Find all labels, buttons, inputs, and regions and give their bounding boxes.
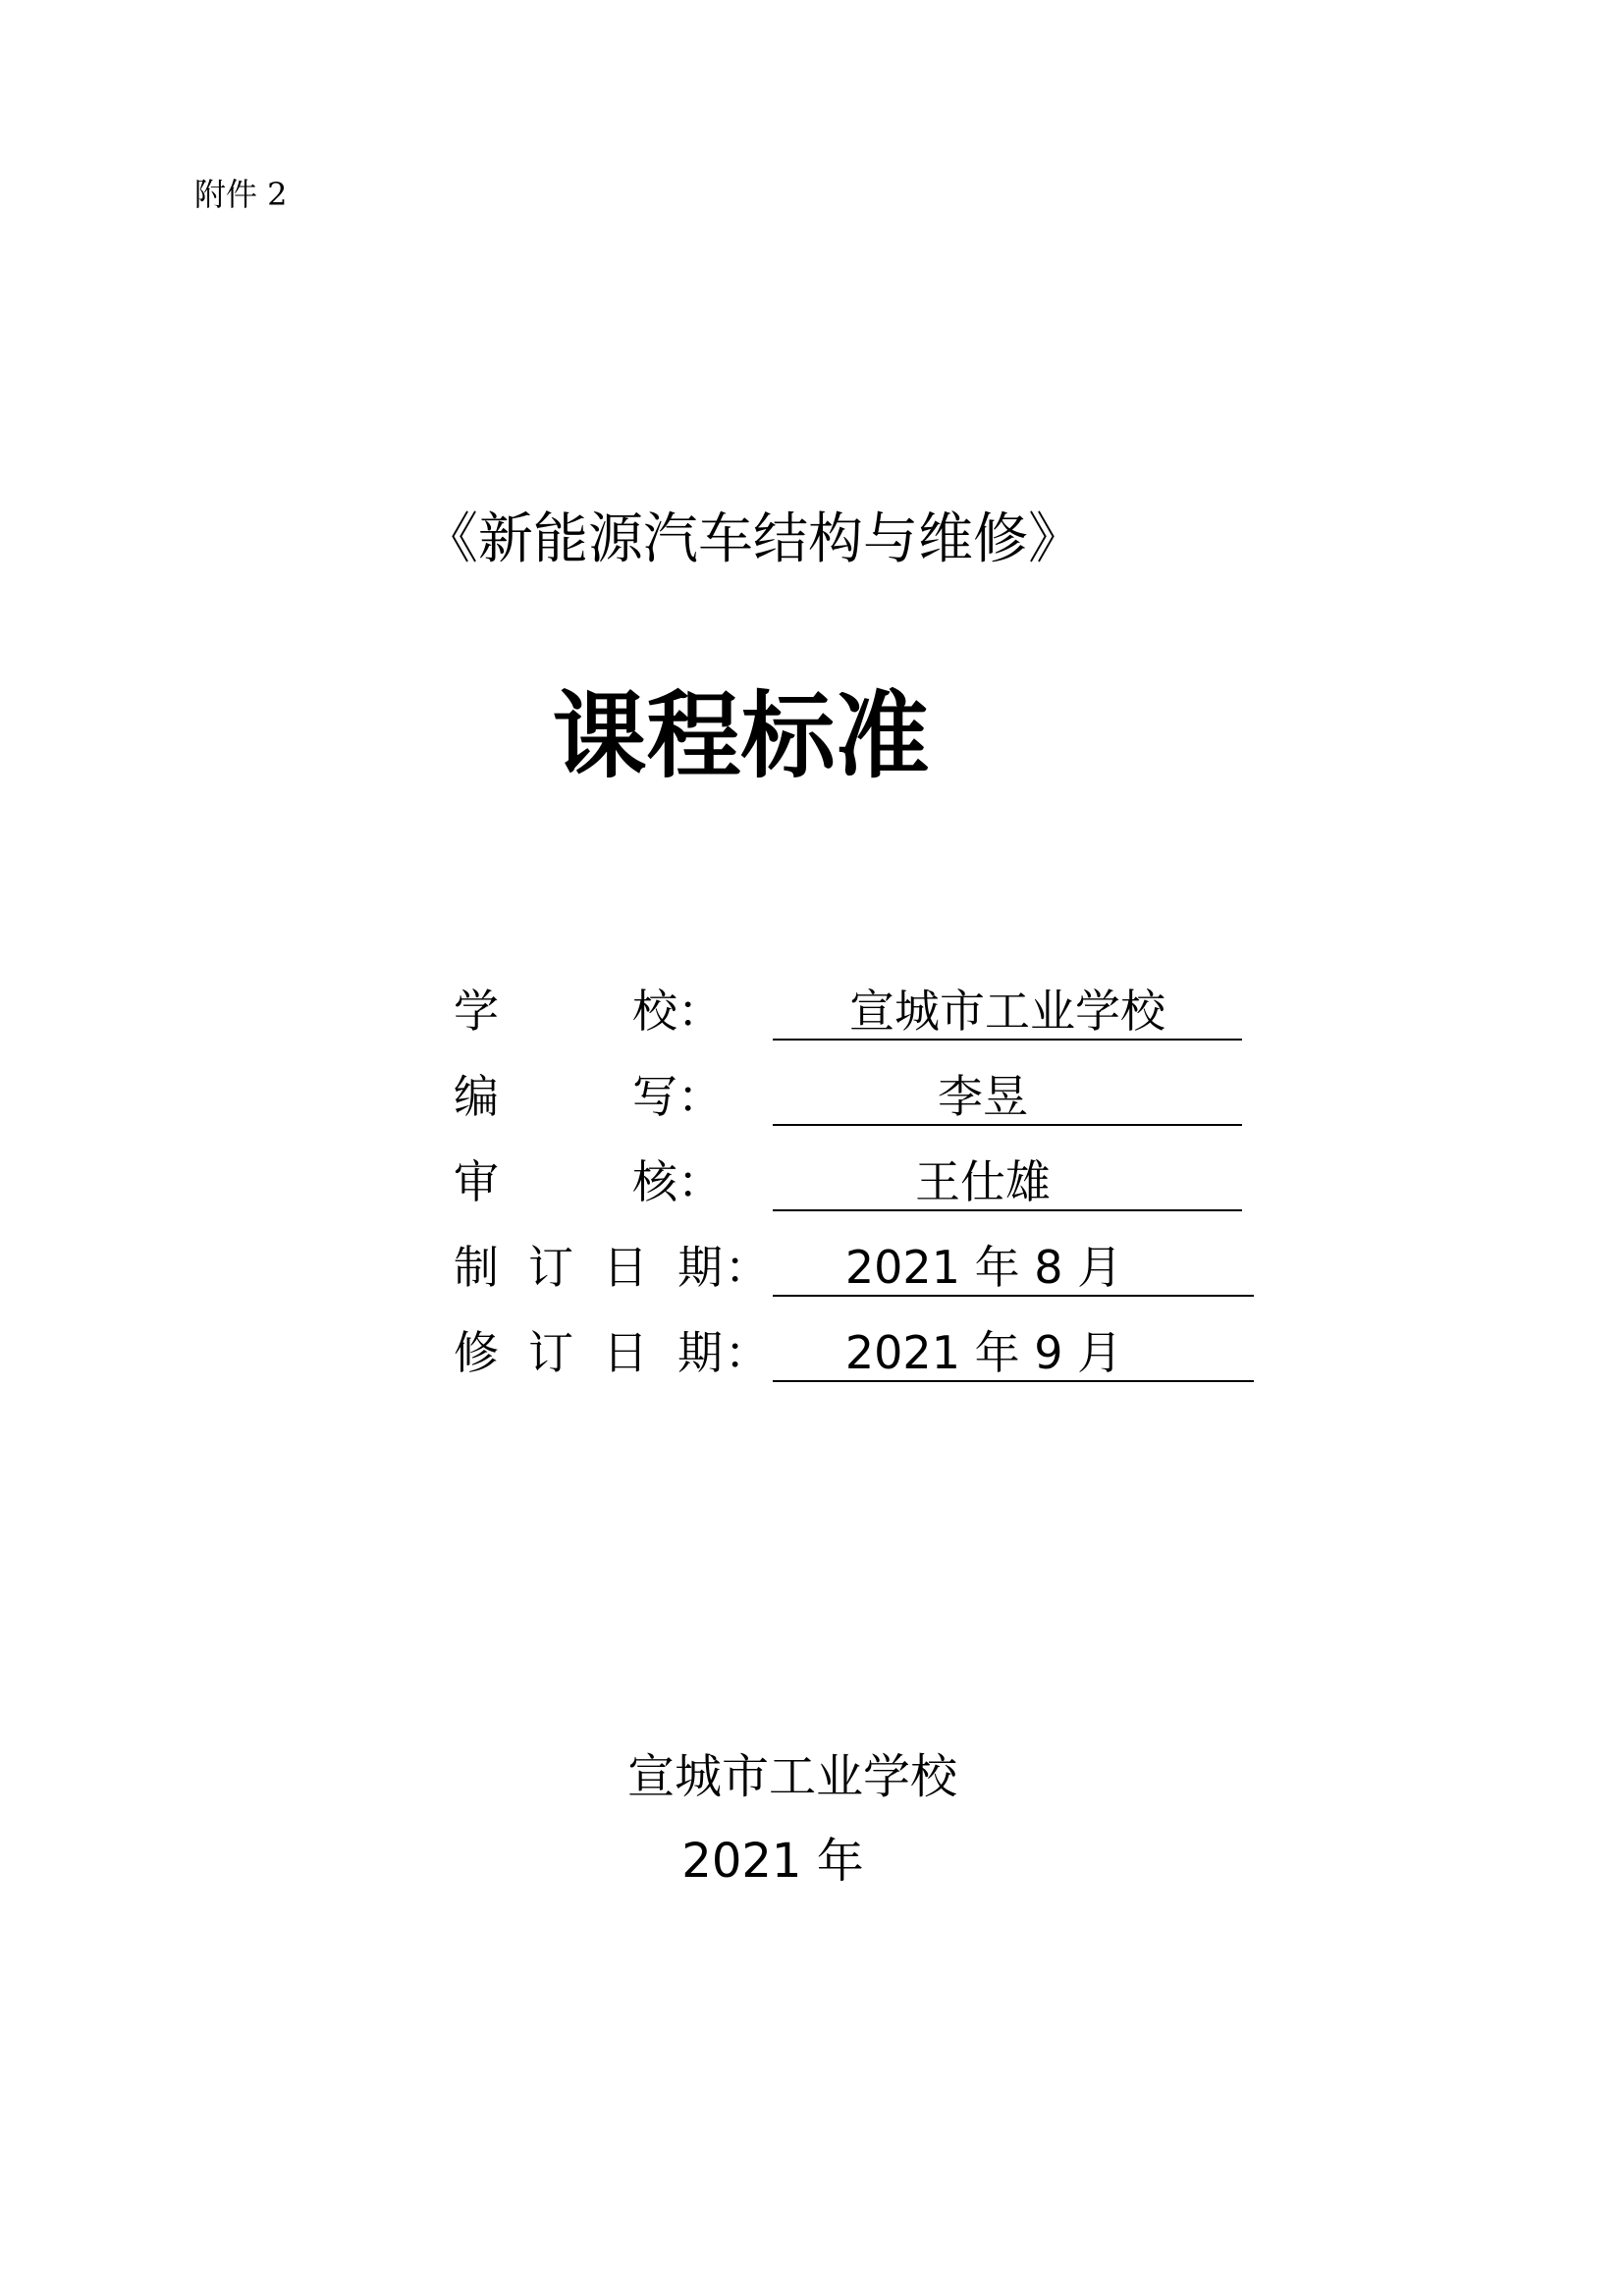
label-colon: ： (725, 1326, 770, 1379)
established-date-label (454, 1238, 748, 1297)
school-value: 宣城市工业学校 (773, 982, 1242, 1041)
info-row-established-date (454, 1238, 1259, 1297)
label-char: 订 (528, 1326, 573, 1379)
label-colon: ： (677, 1070, 723, 1123)
label-char: 校 (632, 985, 677, 1038)
label-char: 日 (603, 1326, 648, 1379)
label-char: 写 (632, 1070, 677, 1123)
label-char: 核 (632, 1155, 677, 1208)
label-char: 期 (677, 1241, 723, 1294)
label-char: 审 (454, 1155, 499, 1208)
label-char: 订 (528, 1241, 573, 1294)
label-char: 编 (454, 1070, 499, 1123)
label-char: 期 (677, 1326, 723, 1379)
label-char: 制 (454, 1241, 499, 1294)
author-value: 李昱 (773, 1067, 1242, 1126)
label-colon: ： (725, 1241, 770, 1294)
attachment-label: 附件 2 (194, 176, 288, 213)
label-char: 学 (454, 985, 499, 1038)
footer-year: 2021 年 (681, 1834, 864, 1889)
document-type-title: 课程标准 (552, 681, 930, 791)
label-colon: ： (677, 1155, 723, 1208)
established-date-value: 2021 年 8 月 (773, 1238, 1254, 1297)
footer-school-name: 宣城市工业学校 (626, 1749, 957, 1804)
label-char: 修 (454, 1326, 499, 1379)
info-row-revised-date (454, 1323, 1259, 1382)
info-row-author (454, 1067, 1249, 1126)
info-row-reviewer (454, 1152, 1249, 1211)
revised-date-label (454, 1323, 748, 1382)
revised-date-value: 2021 年 9 月 (773, 1323, 1254, 1382)
label-char: 日 (603, 1241, 648, 1294)
course-title: 《新能源汽车结构与维修》 (423, 507, 1083, 571)
label-colon: ： (677, 985, 723, 1038)
info-row-school (454, 982, 1249, 1041)
reviewer-value: 王仕雄 (773, 1152, 1242, 1211)
